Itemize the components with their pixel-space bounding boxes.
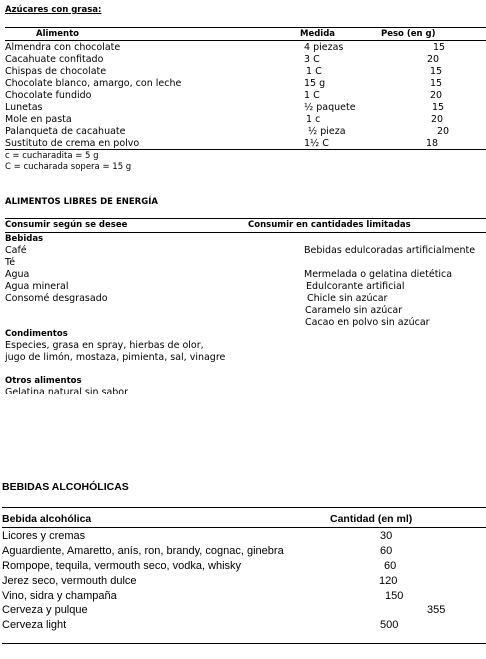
table-row-qty: 60 — [380, 545, 393, 557]
table-row-measure: 15 g — [304, 78, 326, 89]
table-row-qty: 60 — [384, 560, 397, 572]
table-row-weight: 15 — [430, 78, 443, 89]
sugars-title: Azúcares con grasa: — [5, 5, 102, 15]
free-header-rule — [5, 232, 486, 233]
list-item: Gelatina natural sin sabor — [5, 387, 129, 394]
list-item: Cacao en polvo sin azúcar — [305, 317, 430, 328]
table-row-measure: 4 piezas — [304, 42, 344, 53]
table-row-food: Palanqueta de cacahuate — [5, 126, 126, 137]
list-item: Agua — [5, 269, 30, 280]
list-item: Agua mineral — [5, 281, 69, 292]
table-row-food: Chocolate fundido — [5, 90, 92, 101]
free-top-rule — [5, 218, 486, 219]
table-row-measure: ½ pieza — [308, 126, 346, 137]
other-subtitle: Otros alimentos — [5, 376, 82, 386]
free-title: ALIMENTOS LIBRES DE ENERGÍA — [5, 197, 158, 207]
table-row-qty: 30 — [380, 530, 393, 542]
free-header-right: Consumir en cantidades limitadas — [248, 220, 411, 230]
table-row-drink: Jerez seco, vermouth dulce — [2, 575, 137, 587]
table-row-weight: 20 — [431, 114, 444, 125]
table-row-weight: 15 — [433, 42, 446, 53]
table-row-food: Mole en pasta — [5, 114, 72, 125]
table-row-qty: 500 — [380, 619, 399, 631]
alcohol-top-rule — [2, 507, 486, 508]
table-row-measure: 1½ C — [304, 138, 329, 149]
table-row-measure: 1 C — [304, 90, 320, 101]
table-row-food: Lunetas — [5, 102, 43, 113]
table-row-drink: Cerveza y pulque — [2, 604, 88, 616]
table-row-measure: ½ paquete — [304, 102, 356, 113]
sugars-top-rule — [5, 27, 486, 28]
table-row-weight: 20 — [430, 90, 443, 101]
list-item: Café — [5, 245, 27, 256]
alcohol-bottom-rule — [2, 643, 486, 644]
list-item: Edulcorante artificial — [306, 281, 405, 292]
list-item: Mermelada o gelatina dietética — [304, 269, 453, 280]
table-row-food: Cacahuate confitado — [5, 54, 104, 65]
table-row-qty: 355 — [427, 604, 446, 616]
free-header-left: Consumir según se desee — [5, 220, 128, 230]
list-item: Caramelo sin azúcar — [305, 305, 403, 316]
table-row-drink: Licores y cremas — [2, 530, 86, 542]
table-row-drink: Cerveza light — [2, 619, 67, 631]
sugars-bottom-rule — [5, 149, 486, 150]
table-row-drink: Aguardiente, Amaretto, anís, ron, brandy, cognac, ginebra — [2, 545, 284, 557]
table-row-food: Chocolate blanco, amargo, con leche — [5, 78, 182, 89]
table-row-weight: 15 — [430, 66, 443, 77]
table-row-measure: 3 C — [304, 54, 320, 65]
table-row-qty: 120 — [379, 575, 398, 587]
alcohol-header-qty: Cantidad (en ml) — [330, 513, 413, 525]
alcohol-title: BEBIDAS ALCOHÓLICAS — [2, 481, 129, 493]
table-row-drink: Vino, sidra y champaña — [2, 590, 117, 602]
sugars-header-weight: Peso (en g) — [381, 29, 436, 39]
list-item: Especies, grasa en spray, hierbas de olor, — [5, 340, 204, 351]
condiments-subtitle: Condimentos — [5, 329, 68, 339]
alcohol-header-rule — [2, 527, 486, 528]
list-item: Té — [5, 257, 16, 268]
sugars-note: c = cucharadita = 5 g — [5, 151, 99, 161]
table-row-measure: 1 c — [306, 114, 321, 125]
table-row-weight: 15 — [432, 102, 445, 113]
sugars-header-rule — [5, 40, 486, 41]
alcohol-header-drink: Bebida alcohólica — [2, 513, 92, 525]
table-row-weight: 18 — [426, 138, 439, 149]
sugars-header-measure: Medida — [300, 29, 336, 39]
list-item: Chicle sin azúcar — [307, 293, 388, 304]
table-row-food: Almendra con chocolate — [5, 42, 121, 53]
table-row-food: Sustituto de crema en polvo — [5, 138, 140, 149]
drinks-subtitle: Bebidas — [5, 234, 44, 244]
list-item: Consomé desgrasado — [5, 293, 108, 304]
table-row-weight: 20 — [437, 126, 450, 137]
table-row-weight: 20 — [427, 54, 440, 65]
sugars-note: C = cucharada sopera = 15 g — [5, 162, 132, 172]
list-item: Bebidas edulcoradas artificialmente — [304, 245, 476, 256]
sugars-header-food: Alimento — [36, 29, 79, 39]
table-row-measure: 1 C — [306, 66, 322, 77]
list-item: jugo de limón, mostaza, pimienta, sal, vinagre — [5, 352, 226, 363]
table-row-qty: 150 — [385, 590, 404, 602]
table-row-food: Chispas de chocolate — [5, 66, 107, 77]
table-row-drink: Rompope, tequila, vermouth seco, vodka, whisky — [2, 560, 242, 572]
